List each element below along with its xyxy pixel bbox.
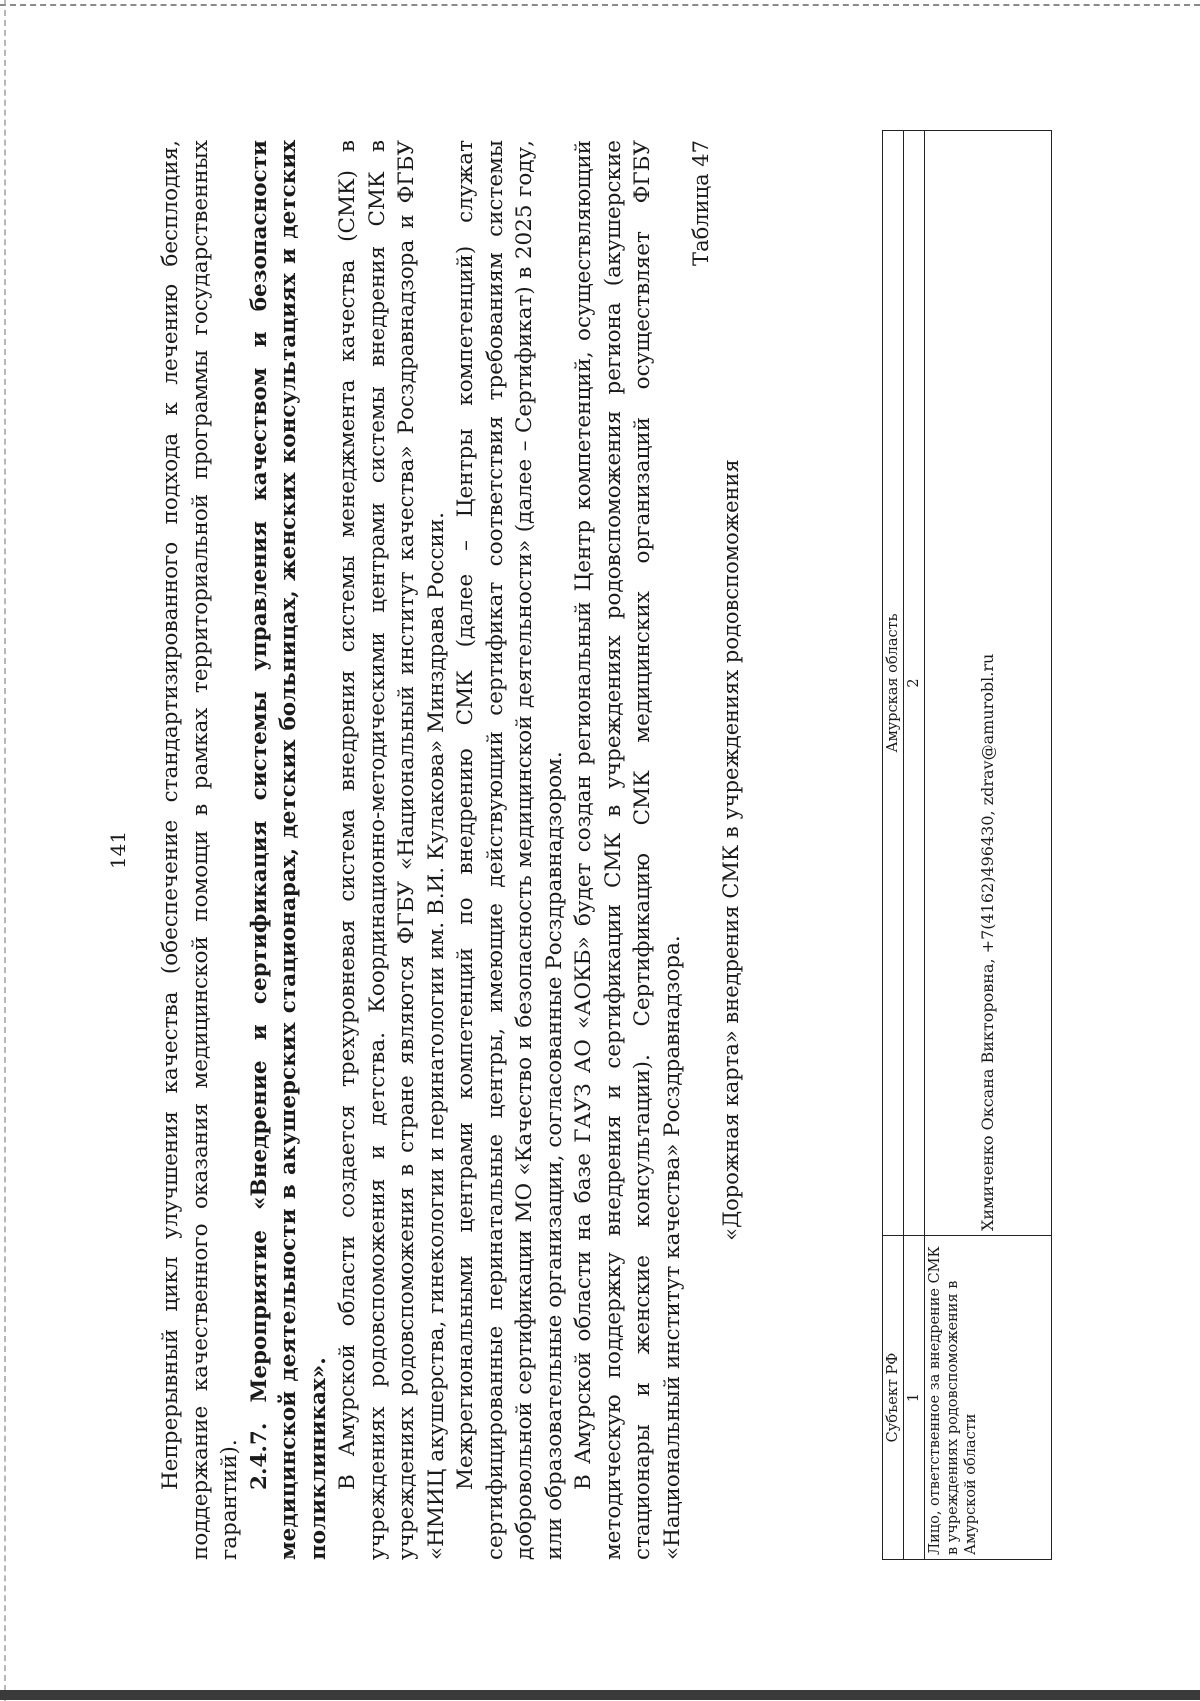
paragraph-three-level-system: В Амурской области создается трехуровневая система внедрения системы менеджмента качества (СМК) в учреждениях родовспоможения и детства. Координационно-методическими центрами системы внедрения СМК в учреждениях родовспоможения в стране являются ФГБУ «Национальный институт качества» Росздравнадзора и ФГБУ «НМИЦ акушерства, гинекологии и перинатологии им. В.И. Кулакова» Минздрава России. <box>335 140 449 1560</box>
column-number-1: 1 <box>904 1236 925 1560</box>
page-number: 141 <box>106 830 130 870</box>
paragraph-regional-center: В Амурской области на базе ГАУЗ АО «АОКБ» будет создан региональный Центр компетенций, осуществляющий методическую поддержку внедрения и сертификации СМК в учреждениях родовспоможения региона (акушерские стационары и женские консультации). Сертификацию СМК медицинских организаций осуществляет ФГБУ «Национальный институт качества» Росздравнадзора. <box>571 140 685 1560</box>
section-heading-text: 2.4.7. Мероприятие «Внедрение и сертификация системы управления качеством и безопасности медицинской деятельности в акушерских стационарах, детских больницах, женских консультациях и детских поликлиниках». <box>246 140 331 1560</box>
scan-edge-left <box>4 0 6 1701</box>
roadmap-table <box>882 130 1052 1560</box>
row-label: Лицо, ответственное за внедрение СМК в учреждениях родовспоможения в Амурской области <box>925 1236 1052 1560</box>
document-body <box>156 140 746 1560</box>
table-row <box>925 131 1052 1560</box>
paragraph-competence-centers: Межрегиональными центрами компетенций по внедрению СМК (далее – Центры компетенций) служат сертифицированные перинатальные центры, имеющие действующий сертификат соответствия требованиям системы добровольной сертификации МО «Качество и безопасность медицинской деятельности» (далее – Сертификат) в 2025 году, или образовательные организации, согласованные Росздравнадзором. <box>453 140 567 1560</box>
table-caption: Таблица 47 <box>689 140 713 266</box>
rotated-page <box>70 50 1130 1650</box>
section-heading <box>245 140 334 1560</box>
header-subject: Субъект РФ <box>883 1236 904 1560</box>
column-number-2: 2 <box>904 131 925 1236</box>
table-header-row <box>883 131 904 1560</box>
paragraph-quality-cycle: Непрерывный цикл улучшения качества (обеспечение стандартизированного подхода к лечению бесплодия, поддержание качественного оказания медицинской помощи в рамках территориальной программы государственных гарантий). <box>158 140 242 1560</box>
scan-edge-bottom <box>0 1690 1200 1700</box>
row-value: Химиченко Оксана Викторовна, +7(4162)496430, zdrav@amurobl.ru <box>925 131 1052 1236</box>
table-title: «Дорожная карта» внедрения СМК в учреждениях родовспоможения <box>718 459 743 1241</box>
scan-edge-top <box>0 4 1200 6</box>
header-region: Амурская область <box>883 131 904 1236</box>
table-number-row <box>904 131 925 1560</box>
